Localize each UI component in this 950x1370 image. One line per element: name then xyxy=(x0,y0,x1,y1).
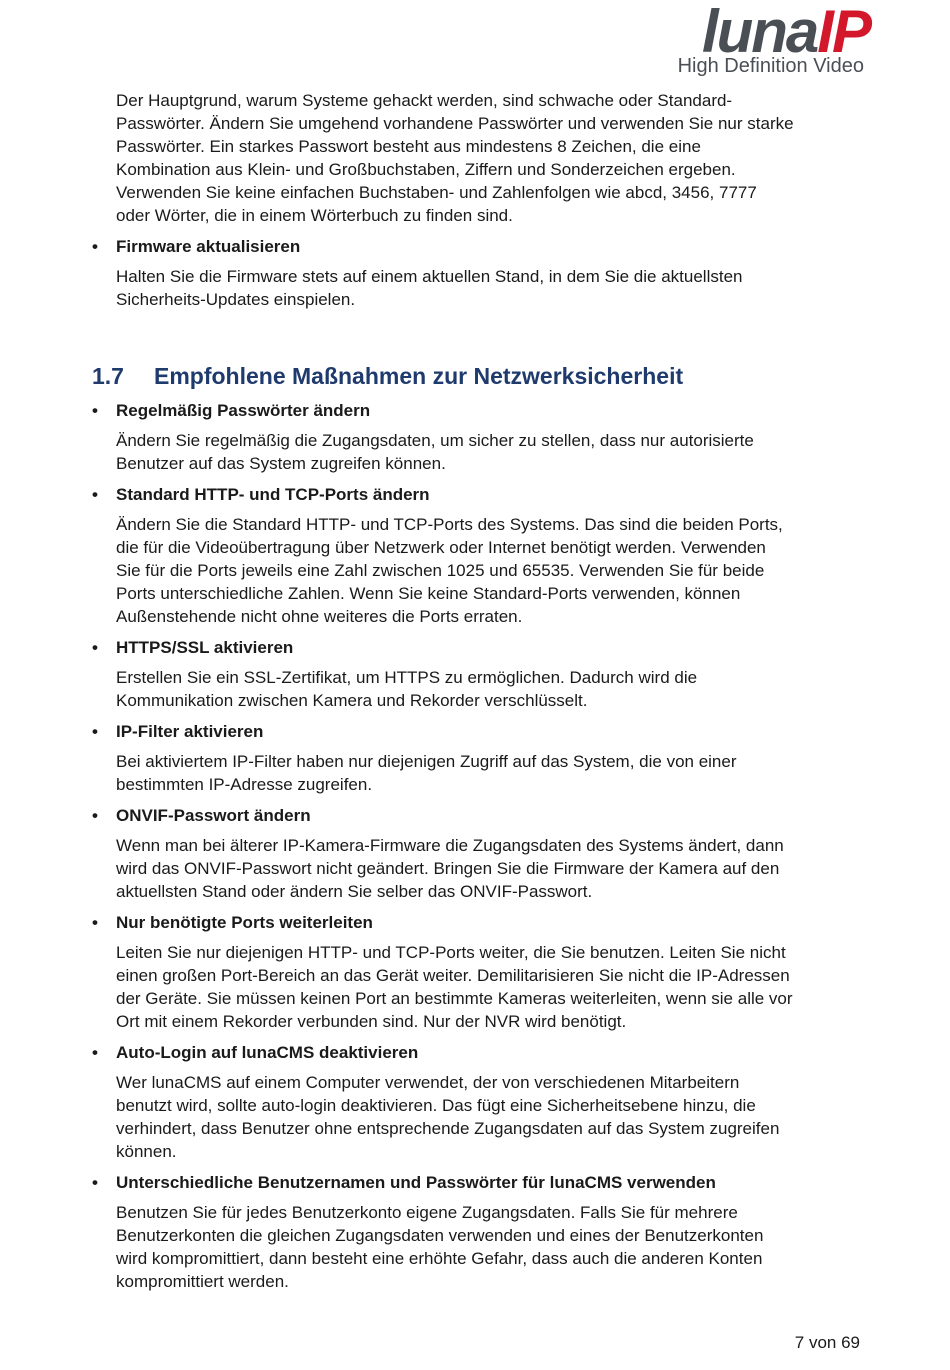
bullet-icon: • xyxy=(92,913,98,932)
body-line: einen großen Port-Bereich an das Gerät weiter. Demilitarisieren Sie nicht die IP-Adressen xyxy=(116,966,790,985)
body-line: bestimmten IP-Adresse zugreifen. xyxy=(116,775,373,794)
body-line: Kommunikation zwischen Kamera und Rekorder verschlüsselt. xyxy=(116,691,588,710)
item-body xyxy=(116,834,867,903)
list-item xyxy=(92,911,867,1033)
bullet-icon: • xyxy=(92,722,98,741)
item-body xyxy=(116,1071,867,1163)
logo-tagline: High Definition Video xyxy=(677,55,864,77)
item-body xyxy=(116,513,867,628)
page-number: 7 von 69 xyxy=(794,1333,860,1352)
item-title-text: Firmware aktualisieren xyxy=(116,237,301,256)
body-line: Leiten Sie nur diejenigen HTTP- und TCP-Ports weiter, die Sie benutzen. Leiten Sie nicht xyxy=(116,943,786,962)
body-line: kompromittiert werden. xyxy=(116,1272,289,1291)
item-title xyxy=(92,483,867,506)
item-title xyxy=(92,720,867,743)
list-item xyxy=(92,399,867,475)
item-body xyxy=(116,666,867,712)
body-line: Wenn man bei älterer IP-Kamera-Firmware die Zugangsdaten des Systems ändert, dann xyxy=(116,836,784,855)
section-title: Empfohlene Maßnahmen zur Netzwerksicherheit xyxy=(154,363,684,389)
item-title-text: HTTPS/SSL aktivieren xyxy=(116,638,294,657)
item-body xyxy=(116,429,867,475)
body-line: Halten Sie die Firmware stets auf einem aktuellen Stand, in dem Sie die aktuellsten xyxy=(116,267,743,286)
body-line: Benutzer auf das System zugreifen können. xyxy=(116,454,446,473)
measures-list xyxy=(92,399,867,1293)
item-title-text: Regelmäßig Passwörter ändern xyxy=(116,401,371,420)
body-line: die für die Videoübertragung über Netzwerk oder Internet benötigt werden. Verwenden xyxy=(116,538,766,557)
list-item xyxy=(92,720,867,796)
intro-line: oder Wörter, die in einem Wörterbuch zu finden sind. xyxy=(116,206,513,225)
item-title-text: Auto-Login auf lunaCMS deaktivieren xyxy=(116,1043,419,1062)
item-title-text: Nur benötigte Ports weiterleiten xyxy=(116,913,373,932)
list-item xyxy=(92,1171,867,1293)
body-line: Außenstehende nicht ohne weiteres die Ports erraten. xyxy=(116,607,523,626)
body-line: Ort mit einem Rekorder verbunden sind. Nur der NVR wird benötigt. xyxy=(116,1012,627,1031)
section-heading xyxy=(92,361,867,391)
body-line: benutzt wird, sollte auto-login deaktivieren. Das fügt eine Sicherheitsebene hinzu, die xyxy=(116,1096,756,1115)
intro-paragraph xyxy=(116,89,867,227)
item-title xyxy=(92,636,867,659)
body-line: Wer lunaCMS auf einem Computer verwendet, der von verschiedenen Mitarbeitern xyxy=(116,1073,740,1092)
body-line: Ändern Sie die Standard HTTP- und TCP-Ports des Systems. Das sind die beiden Ports, xyxy=(116,515,783,534)
item-title xyxy=(92,911,867,934)
item-body xyxy=(116,1201,867,1293)
bullet-icon: • xyxy=(92,237,98,256)
intro-line: Verwenden Sie keine einfachen Buchstaben- und Zahlenfolgen wie abcd, 3456, 7777 xyxy=(116,183,757,202)
logo-ip-text: IP xyxy=(817,0,870,65)
item-body xyxy=(116,750,867,796)
bullet-icon: • xyxy=(92,638,98,657)
body-line: Sie für die Ports jeweils eine Zahl zwischen 1025 und 65535. Verwenden Sie für beide xyxy=(116,561,765,580)
body-line: Ändern Sie regelmäßig die Zugangsdaten, um sicher zu stellen, dass nur autorisierte xyxy=(116,431,754,450)
firmware-item xyxy=(92,235,867,311)
logo-luna-text: luna xyxy=(701,0,818,65)
item-body xyxy=(116,265,867,311)
body-line: verhindert, dass Benutzer ohne entsprechende Zugangsdaten auf das System zugreifen xyxy=(116,1119,780,1138)
item-body xyxy=(116,941,867,1033)
list-item xyxy=(92,804,867,903)
intro-line: Kombination aus Klein- und Großbuchstaben, Ziffern und Sonderzeichen ergeben. xyxy=(116,160,736,179)
body-line: wird kompromittiert, dann besteht eine erhöhte Gefahr, dass auch die anderen Konten xyxy=(116,1249,763,1268)
body-line: Bei aktiviertem IP-Filter haben nur diejenigen Zugriff auf das System, die von einer xyxy=(116,752,737,771)
body-line: aktuellsten Stand oder ändern Sie selber das ONVIF-Passwort. xyxy=(116,882,593,901)
body-line: der Geräte. Sie müssen keinen Port an bestimmte Kameras weiterleiten, wenn sie alle vor xyxy=(116,989,793,1008)
luna-ip-logo xyxy=(600,0,870,84)
item-title xyxy=(92,1171,867,1194)
item-title xyxy=(92,804,867,827)
item-title-text: Standard HTTP- und TCP-Ports ändern xyxy=(116,485,430,504)
bullet-icon: • xyxy=(92,1043,98,1062)
body-line: Erstellen Sie ein SSL-Zertifikat, um HTTPS zu ermöglichen. Dadurch wird die xyxy=(116,668,698,687)
item-title xyxy=(92,1041,867,1064)
bullet-icon: • xyxy=(92,485,98,504)
body-line: Benutzerkonten die gleichen Zugangsdaten verwenden und eines der Benutzerkonten xyxy=(116,1226,764,1245)
bullet-icon: • xyxy=(92,401,98,420)
intro-line: Passwörter. Ändern Sie umgehend vorhandene Passwörter und verwenden Sie nur starke xyxy=(116,114,794,133)
list-item xyxy=(92,483,867,628)
intro-line: Passwörter. Ein starkes Passwort besteht aus mindestens 8 Zeichen, die eine xyxy=(116,137,701,156)
item-title xyxy=(92,235,867,258)
body-line: wird das ONVIF-Passwort nicht geändert. Bringen Sie die Firmware der Kamera auf den xyxy=(116,859,780,878)
intro-line: Der Hauptgrund, warum Systeme gehackt werden, sind schwache oder Standard- xyxy=(116,91,733,110)
body-line: Ports unterschiedliche Zahlen. Wenn Sie keine Standard-Ports verwenden, können xyxy=(116,584,741,603)
body-line: Benutzen Sie für jedes Benutzerkonto eigene Zugangsdaten. Falls Sie für mehrere xyxy=(116,1203,738,1222)
body-line: können. xyxy=(116,1142,177,1161)
list-item xyxy=(92,636,867,712)
item-title-text: ONVIF-Passwort ändern xyxy=(116,806,311,825)
list-item xyxy=(92,1041,867,1163)
document-body xyxy=(92,89,867,1293)
body-line: Sicherheits-Updates einspielen. xyxy=(116,290,356,309)
bullet-icon: • xyxy=(92,806,98,825)
item-title-text: IP-Filter aktivieren xyxy=(116,722,264,741)
item-title xyxy=(92,399,867,422)
item-title-text: Unterschiedliche Benutzernamen und Passwörter für lunaCMS verwenden xyxy=(116,1173,716,1192)
section-number: 1.7 xyxy=(92,363,124,389)
bullet-icon: • xyxy=(92,1173,98,1192)
